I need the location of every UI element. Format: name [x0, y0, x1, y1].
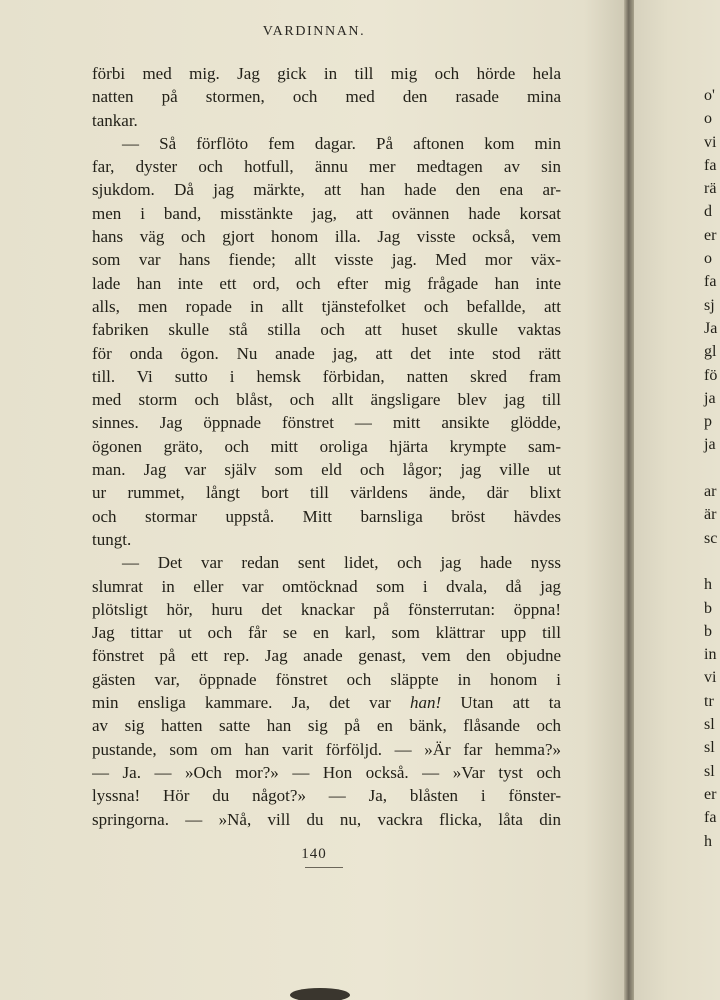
right-page-text	[704, 84, 717, 853]
text-line: springorna. — »Nå, vill du nu, vackra flicka, låta din	[92, 809, 561, 829]
text-line: till. Vi sutto i hemsk förbidan, natten skred fram	[92, 366, 561, 386]
text-line: man. Jag var själv som eld och lågor; jag ville ut	[92, 460, 561, 480]
text-line: Jag tittar ut och får se en karl, som klättrar upp till	[92, 623, 561, 643]
right-page-fragment: sc	[704, 529, 718, 547]
right-page-fragment: ja	[704, 389, 716, 407]
right-page-fragment	[704, 457, 717, 480]
page-number: 140	[301, 846, 327, 862]
text-line: tungt.	[92, 529, 132, 549]
right-page-fragment: är	[704, 506, 717, 524]
text-line: sinnes. Jag öppnade fönstret — mitt ansikte glödde,	[92, 413, 561, 433]
right-page-fragment: er	[704, 226, 717, 244]
right-page-fragment: sl	[704, 716, 715, 734]
right-page-fragment: ar	[704, 483, 717, 501]
text-line: sjukdom. Då jag märkte, att han hade den ena ar-	[92, 180, 561, 200]
right-page-fragment: fa	[704, 156, 717, 174]
right-page-fragment: fa	[704, 809, 717, 827]
text-line: — Ja. — »Och mor?» — Hon också. — »Var tyst och	[92, 762, 561, 782]
text-line: far, dyster och hotfull, ännu mer medtagen av sin	[92, 157, 561, 177]
text-line: ögonen gräto, och mitt oroliga hjärta krympte sam-	[92, 436, 561, 456]
right-page-fragment: fa	[704, 273, 717, 291]
body-text	[92, 62, 561, 831]
right-page-fragment: sl	[704, 762, 715, 780]
text-line: pustande, som om han varit förföljd. — »Är far hemma?»	[92, 739, 561, 759]
text-line: tankar.	[92, 110, 138, 130]
right-page-fragment: rä	[704, 180, 717, 198]
right-page-fragment: ja	[704, 436, 716, 454]
right-page-fragment: vi	[704, 133, 717, 151]
text-line: fönstret på ett rep. Jag anade genast, vem den objudne	[92, 646, 561, 666]
right-page-fragment: vi	[704, 669, 717, 687]
right-page-fragment: h	[704, 576, 712, 594]
text-line: hans väg och gjort honom illa. Jag visste också, vem	[92, 227, 561, 247]
book-gutter	[624, 0, 634, 1000]
right-page-fragment: o	[704, 110, 712, 128]
right-page-fragment: er	[704, 785, 717, 803]
text-line: och stormar uppstå. Mitt barnsliga bröst hävdes	[92, 506, 561, 526]
text-line: som var hans fiende; allt visste jag. Med mor väx-	[92, 250, 561, 270]
right-page-fragment: p	[704, 413, 712, 431]
page-number-rule	[305, 867, 343, 868]
right-page-fragment: b	[704, 599, 712, 617]
text-line: av sig hatten satte han sig på en bänk, flåsande och	[92, 716, 561, 736]
right-page	[634, 0, 720, 1000]
text-line: ur rummet, långt bort till världens ände, där blixt	[92, 483, 561, 503]
text-line: — Så förflöto fem dagar. På aftonen kom min	[122, 133, 561, 153]
running-head: VARDINNAN.	[262, 24, 366, 39]
text-line: alls, men ropade in allt tjänstefolket och befallde, att	[92, 296, 561, 316]
right-page-fragment: h	[704, 832, 712, 850]
text-line: slumrat in eller var omtöcknad som i dvala, då jag	[92, 576, 561, 596]
right-page-fragment: o'	[704, 87, 715, 104]
right-page-fragment: fö	[704, 366, 718, 384]
right-page-fragment: b	[704, 622, 712, 640]
binding-shadow	[290, 988, 350, 1000]
right-page-fragment: tr	[704, 692, 714, 710]
text-line: gästen var, öppnade fönstret och släppte in honom i	[92, 669, 561, 689]
text-line: med storm och blåst, och allt ängsligare blev jag till	[92, 390, 561, 410]
text-line: lade han inte ett ord, och efter mig frågade han inte	[92, 273, 561, 293]
text-line: — Det var redan sent lidet, och jag hade nyss	[122, 553, 561, 573]
right-page-fragment: sl	[704, 739, 715, 757]
right-page-fragment: sj	[704, 296, 715, 314]
text-line: men i band, misstänkte jag, att ovännen hade korsat	[92, 203, 561, 223]
text-line: förbi med mig. Jag gick in till mig och hörde hela	[92, 64, 561, 83]
text-line: min ensliga kammare. Ja, det var han! Utan att ta	[92, 693, 561, 713]
right-page-fragment: in	[704, 646, 717, 664]
text-line: för onda ögon. Nu anade jag, att det inte stod rätt	[92, 343, 561, 363]
text-line: fabriken skulle stå stilla och att huset skulle vaktas	[92, 320, 561, 340]
right-page-fragment	[704, 550, 717, 573]
text-line: plötsligt hör, huru det knackar på fönsterrutan: öppna!	[92, 599, 561, 619]
right-page-fragment: gl	[704, 343, 717, 361]
right-page-fragment: d	[704, 203, 712, 221]
text-line: natten på stormen, och med den rasade mina	[92, 87, 561, 107]
right-page-fragment: Ja	[704, 319, 718, 337]
right-page-fragment: o	[704, 250, 712, 268]
text-line: lyssna! Hör du något?» — Ja, blåsten i fönster-	[92, 786, 561, 806]
